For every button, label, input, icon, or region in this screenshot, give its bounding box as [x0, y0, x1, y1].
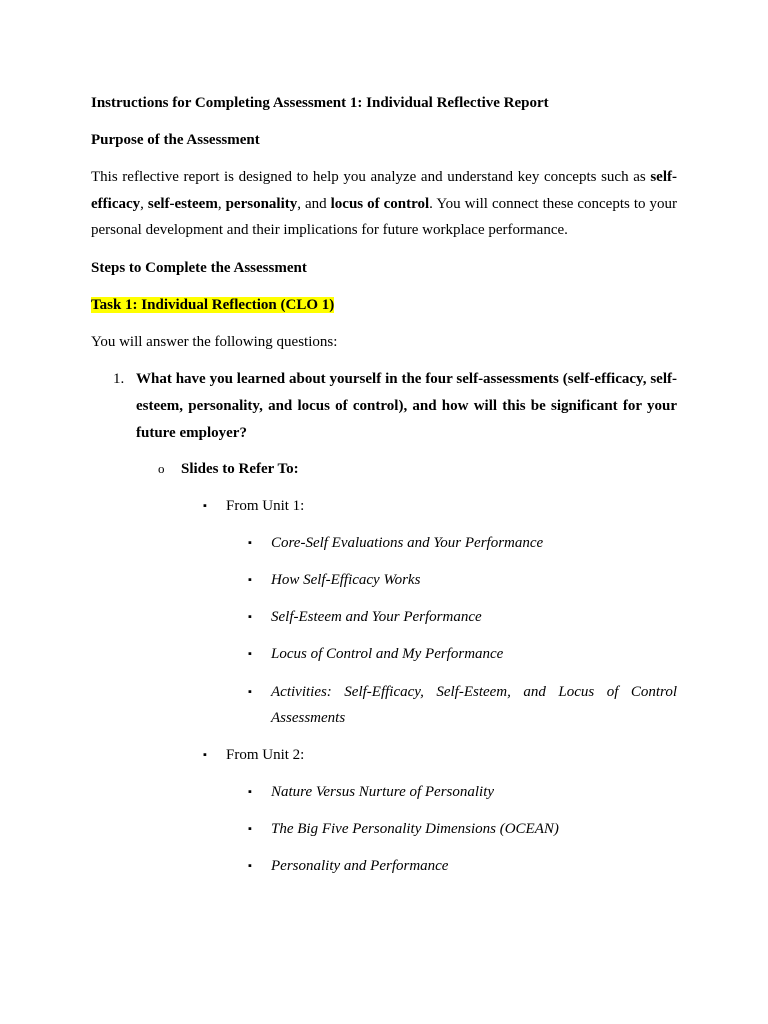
slide-item	[91, 530, 677, 557]
circle-bullet-icon: o	[158, 461, 165, 477]
square-bullet-icon: ▪	[248, 574, 252, 587]
purpose-sep-3: , and	[297, 195, 331, 212]
slide-title: How Self-Efficacy Works	[271, 572, 421, 589]
task-heading: Task 1: Individual Reflection (CLO 1)	[91, 296, 335, 313]
term-self-efficacy: self-efficacy	[91, 169, 677, 212]
slide-item	[91, 679, 677, 732]
square-bullet-icon: ▪	[248, 685, 252, 698]
term-self-esteem: self-esteem	[147, 195, 218, 212]
purpose-sep-1: ,	[140, 195, 148, 212]
unit-1-label: From Unit 1:	[226, 498, 305, 515]
slide-title: Activities: Self-Efficacy, Self-Esteem, and Locus of Control Assessments	[271, 683, 677, 727]
slide-title: Self-Esteem and Your Performance	[271, 609, 482, 626]
unit-2-label: From Unit 2:	[226, 747, 305, 764]
slide-item	[91, 779, 677, 806]
slide-item	[91, 641, 677, 668]
unit-1-item	[91, 493, 677, 519]
purpose-paragraph	[91, 164, 677, 244]
slides-heading-item	[91, 456, 677, 482]
slide-title: The Big Five Personality Dimensions (OCEAN)	[271, 821, 559, 838]
document-title: Instructions for Completing Assessment 1: Individual Reflective Report	[91, 95, 549, 111]
task-heading-row	[91, 292, 677, 318]
slide-title: Personality and Performance	[271, 858, 449, 875]
purpose-sep-2: ,	[217, 195, 226, 212]
unit-2-item	[91, 742, 677, 768]
question-item	[91, 366, 677, 446]
term-locus-of-control: locus of control	[330, 195, 430, 212]
square-bullet-icon: ▪	[203, 500, 207, 513]
slide-item	[91, 567, 677, 594]
document-page	[91, 90, 677, 891]
square-bullet-icon: ▪	[248, 648, 252, 661]
square-bullet-icon: ▪	[248, 537, 252, 550]
purpose-text-1: This reflective report is designed to help you analyze and understand key concepts such as	[91, 169, 651, 185]
slide-item	[91, 853, 677, 880]
question-text: What have you learned about yourself in the four self-assessments (self-efficacy, self-esteem, personality, and locus of control), and how will this be significant for your future employer?	[136, 371, 677, 441]
slide-title: Core-Self Evaluations and Your Performance	[271, 535, 544, 552]
purpose-heading: Purpose of the Assessment	[91, 132, 260, 148]
steps-heading: Steps to Complete the Assessment	[91, 259, 307, 276]
slide-title: Nature Versus Nurture of Personality	[271, 784, 495, 801]
slides-heading: Slides to Refer To:	[181, 461, 299, 478]
questions-intro: You will answer the following questions:	[91, 333, 338, 350]
square-bullet-icon: ▪	[248, 823, 252, 836]
question-number: 1.	[113, 371, 125, 388]
slide-title: Locus of Control and My Performance	[271, 646, 504, 663]
square-bullet-icon: ▪	[248, 860, 252, 873]
square-bullet-icon: ▪	[248, 611, 252, 624]
term-personality: personality	[225, 195, 298, 212]
square-bullet-icon: ▪	[248, 786, 252, 799]
square-bullet-icon: ▪	[203, 749, 207, 762]
slide-item	[91, 604, 677, 631]
purpose-text-2: . You will connect these concepts to your personal development and their implications for future workplace performance.	[91, 195, 677, 239]
slide-item	[91, 816, 677, 843]
